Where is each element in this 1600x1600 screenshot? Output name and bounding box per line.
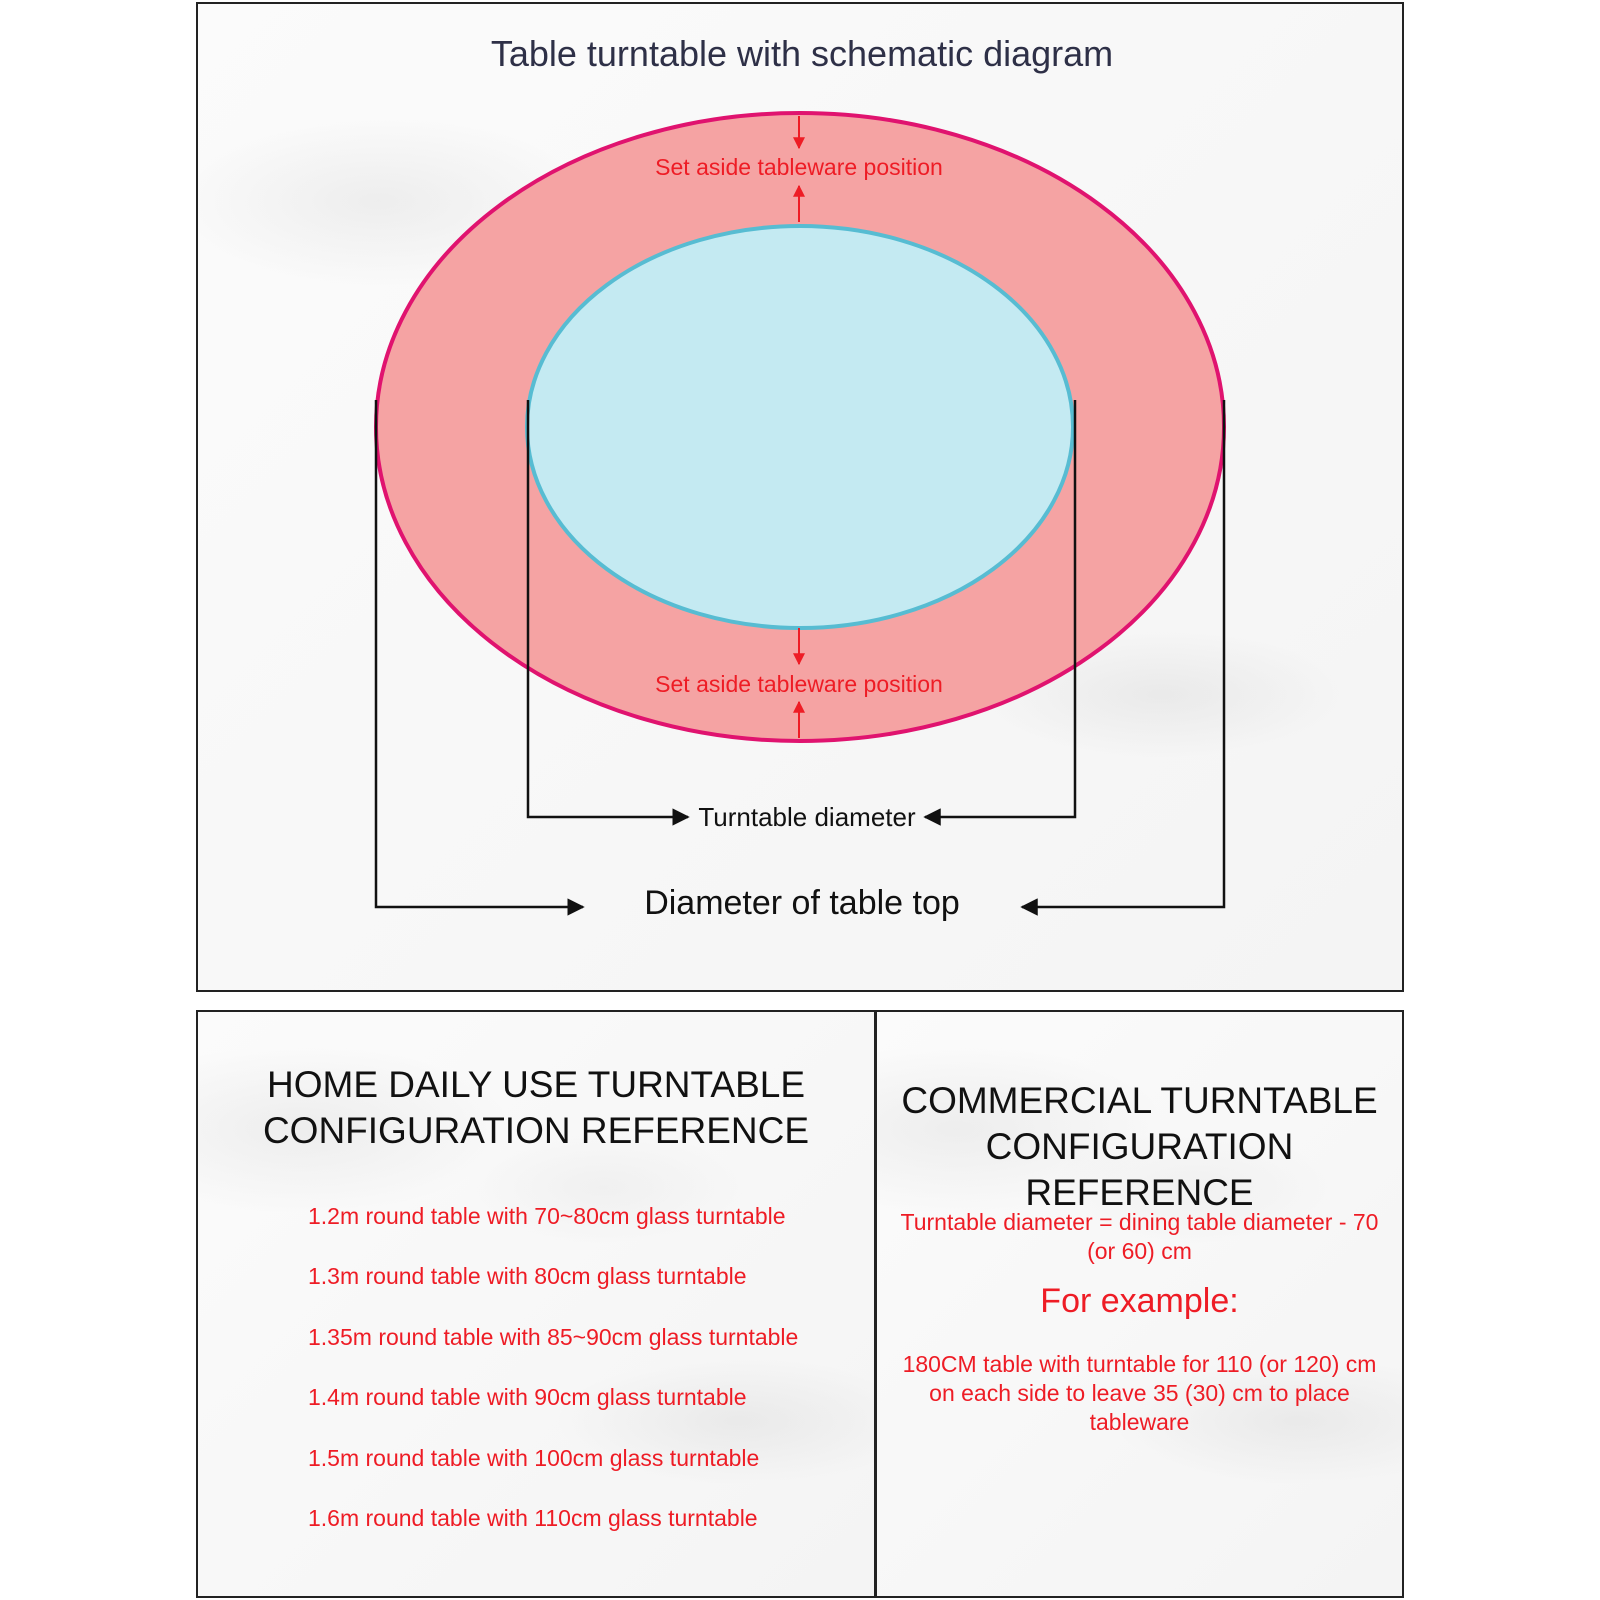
schematic-diagram-panel [196,2,1404,992]
commercial-heading [877,1078,1402,1216]
home-heading-line-2: CONFIGURATION REFERENCE [262,1110,810,1151]
top-gap-label: Set aside tableware position [655,154,943,180]
turntable-formula: Turntable diameter = dining table diameter - 70 (or 60) cm [900,1209,1379,1264]
turntable-ellipse [527,226,1073,628]
list-item: 1.2m round table with 70~80cm glass turntable [308,1203,786,1229]
table-top-diameter-label: Diameter of table top [644,884,960,922]
schematic-diagram [198,4,1404,992]
list-item: 1.3m round table with 80cm glass turntable [308,1263,747,1290]
diagram-title: Table turntable with schematic diagram [490,33,1114,74]
commercial-heading-line-1: COMMERCIAL TURNTABLE [901,1080,1378,1121]
turntable-diameter-label: Turntable diameter [698,802,916,832]
list-item: 1.4m round table with 90cm glass turntable [308,1384,747,1411]
commercial-heading-line-2: CONFIGURATION REFERENCE [985,1126,1294,1213]
list-item: 1.5m round table with 100cm glass turntable [308,1444,760,1471]
commercial-configuration-panel [875,1010,1404,1598]
list-item: 1.35m round table with 85~90cm glass turntable [308,1323,799,1350]
home-configuration-panel [196,1010,876,1598]
bottom-gap-label: Set aside tableware position [655,671,943,697]
example-text: 180CM table with turntable for 110 (or 120) cm on each side to leave 35 (30) cm to place tableware [902,1351,1377,1435]
list-item: 1.6m round table with 110cm glass turntable [308,1504,758,1531]
example-heading: For example: [1040,1282,1239,1320]
home-heading [198,1062,874,1154]
home-configuration-list [308,1202,798,1564]
home-heading-line-1: HOME DAILY USE TURNTABLE [267,1064,805,1105]
